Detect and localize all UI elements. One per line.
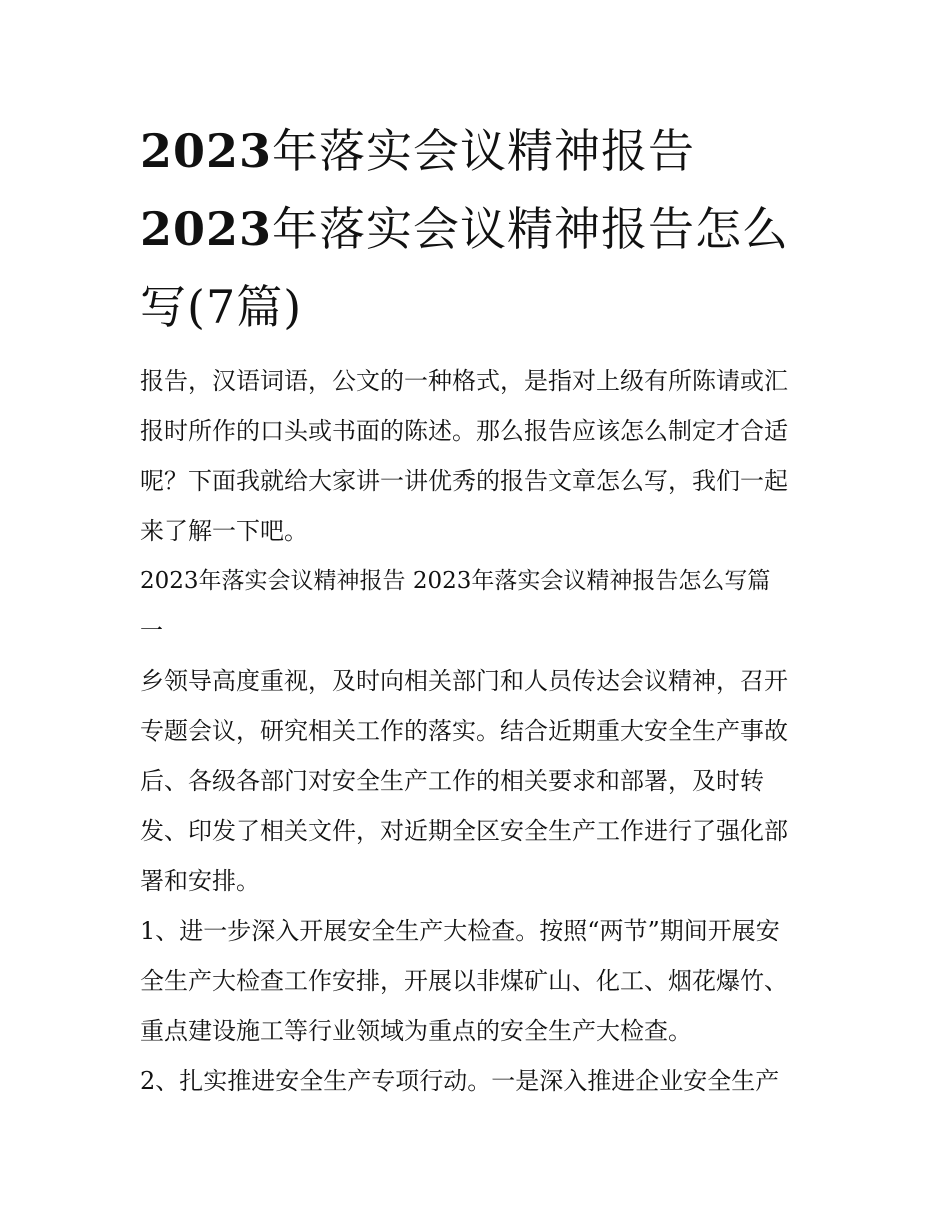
paragraph-line: 发、印发了相关文件，对近期全区安全生产工作进行了强化部 — [140, 817, 788, 845]
title-text: 年落实会议精神报告怎么 — [272, 202, 790, 256]
list-item-line: 全生产大检查工作安排，开展以非煤矿山、化工、烟花爆竹、 — [140, 967, 788, 995]
title-text: 写(7篇) — [140, 280, 303, 334]
paragraph-line: 后、各级各部门对安全生产工作的相关要求和部署，及时转 — [140, 767, 764, 795]
section-heading-line: 2023年落实会议精神报告 2023年落实会议精神报告怎么写篇 — [140, 568, 771, 594]
intro-line: 呢？下面我就给大家讲一讲优秀的报告文章怎么写，我们一起 — [140, 467, 788, 495]
section-heading-line: 一 — [140, 618, 163, 644]
title-text: 年落实会议精神报告 — [272, 124, 696, 178]
title-year: 2023 — [140, 202, 273, 256]
document-title — [140, 112, 820, 346]
intro-line: 来了解一下吧。 — [140, 517, 308, 545]
title-line-1 — [140, 112, 820, 190]
list-item-line: 1、进一步深入开展安全生产大检查。按照“两节”期间开展安 — [140, 917, 780, 945]
paragraph-line: 专题会议，研究相关工作的落实。结合近期重大安全生产事故 — [140, 717, 788, 745]
paragraph-line: 署和安排。 — [140, 867, 260, 895]
paragraph-line: 乡领导高度重视，及时向相关部门和人员传达会议精神，召开 — [140, 667, 788, 695]
title-year: 2023 — [140, 124, 273, 178]
intro-line: 报告，汉语词语，公文的一种格式，是指对上级有所陈请或汇 — [140, 367, 788, 395]
intro-line: 报时所作的口头或书面的陈述。那么报告应该怎么制定才合适 — [140, 417, 788, 445]
list-item-line: 2、扎实推进安全生产专项行动。一是深入推进企业安全生产 — [140, 1067, 780, 1095]
title-line-2 — [140, 190, 820, 268]
list-item-line: 重点建设施工等行业领域为重点的安全生产大检查。 — [140, 1017, 692, 1045]
document-body — [140, 356, 820, 1106]
title-line-3 — [140, 268, 820, 346]
